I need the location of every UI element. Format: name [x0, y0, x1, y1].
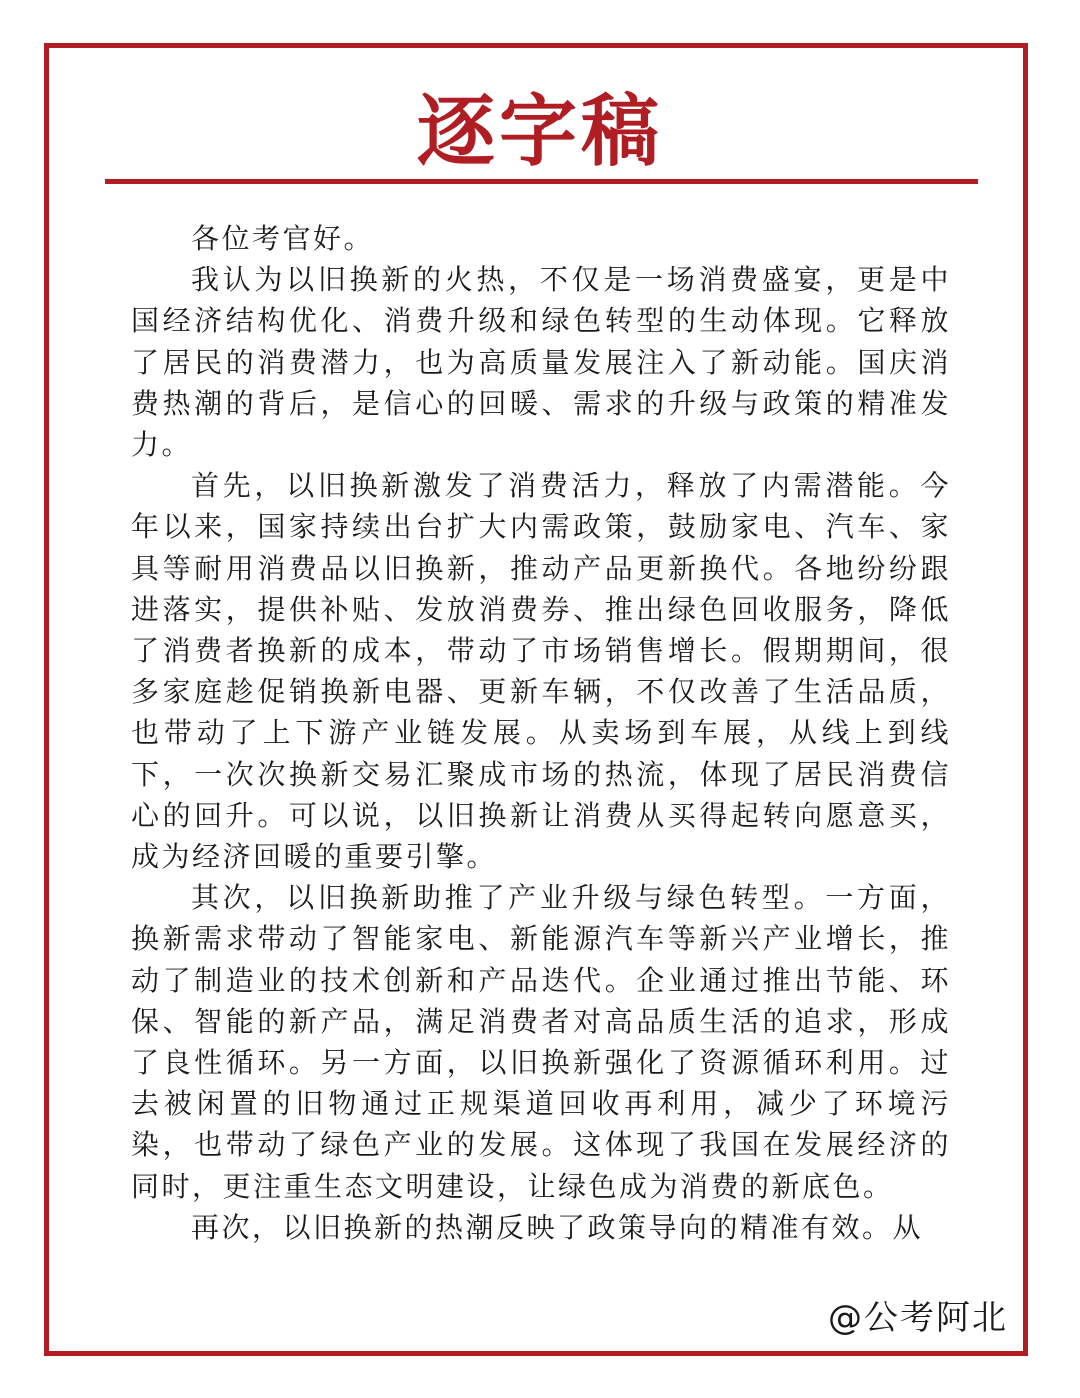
paragraph-second-point: 其次，以旧换新助推了产业升级与绿色转型。一方面，换新需求带动了智能家电、新能源汽车等新兴产业增长，推动了制造业的技术创新和产品迭代。企业通过推出节能、环保、智能的新产品，满足消费者对高品质生活的追求，形成了良性循环。另一方面，以旧换新强化了资源循环利用。过去被闲置的旧物通过正规渠道回收再利用，减少了环境污染，也带动了绿色产业的发展。这体现了我国在发展经济的同时，更注重生态文明建设，让绿色成为消费的新底色。	[131, 881, 951, 1203]
paragraph-third-point: 再次，以旧换新的热潮反映了政策导向的精准有效。从	[191, 1210, 924, 1244]
paragraph-first-point: 首先，以旧换新激发了消费活力，释放了内需潜能。今年以来，国家持续出台扩大内需政策，鼓励家电、汽车、家具等耐用消费品以旧换新，推动产品更新换代。各地纷纷跟进落实，提供补贴、发放消费券、推出绿色回收服务，降低了消费者换新的成本，带动了市场销售增长。假期期间，很多家庭趁促销换新电器、更新车辆，不仅改善了生活品质，也带动了上下游产业链发展。从卖场到车展，从线上到线下，一次次换新交易汇聚成市场的热流，体现了居民消费信心的回升。可以说，以旧换新让消费从买得起转向愿意买，成为经济回暖的重要引擎。	[131, 469, 951, 874]
transcript-body	[131, 218, 951, 1248]
author-signature: @公考阿北	[828, 1298, 1008, 1338]
page-title: 逐字稿	[416, 87, 663, 177]
title-divider	[105, 179, 978, 184]
paragraph-intro: 我认为以旧换新的火热，不仅是一场消费盛宴，更是中国经济结构优化、消费升级和绿色转型的生动体现。它释放了居民的消费潜力，也为高质量发展注入了新动能。国庆消费热潮的背后，是信心的回暖、需求的升级与政策的精准发力。	[131, 263, 951, 462]
paragraph-greeting: 各位考官好。	[191, 222, 375, 255]
